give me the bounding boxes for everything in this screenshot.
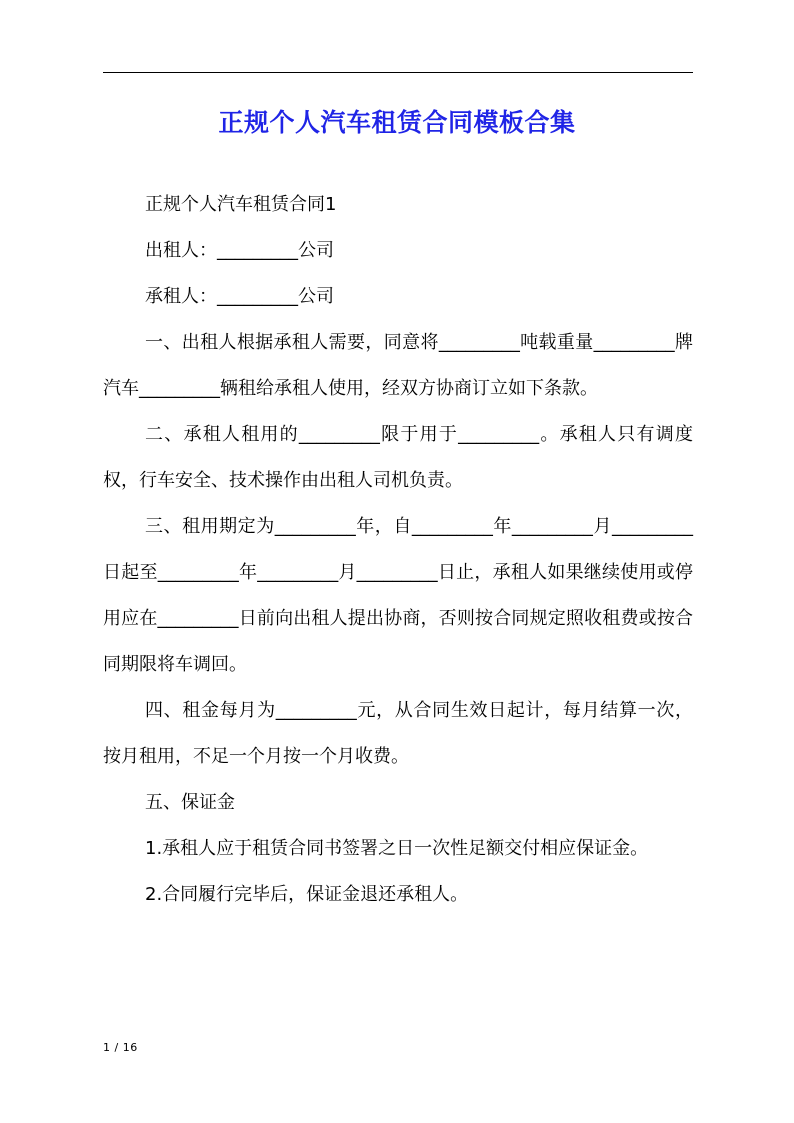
clause-5-heading: 五、保证金	[145, 792, 235, 813]
lessee-line: 承租人：_________公司	[145, 286, 334, 307]
page-number: 1 / 16	[103, 1041, 138, 1054]
clause-1: 一、出租人根据承租人需要，同意将_________吨载重量_________牌汽车_________辆租给承租人使用，经双方协商订立如下条款。	[103, 332, 693, 399]
document-body	[103, 182, 693, 918]
lessor-line: 出租人：_________公司	[145, 240, 334, 261]
clause-5-item-2: 2.合同履行完毕后，保证金退还承租人。	[145, 884, 469, 905]
contract-heading: 正规个人汽车租赁合同1	[145, 194, 337, 215]
document-title: 正规个人汽车租赁合同模板合集	[218, 108, 576, 137]
header-rule	[103, 72, 693, 73]
clause-3: 三、租用期定为_________年，自_________年_________月_________日起至_________年_________月_________日止，承租人如果继续使用或停用应在_________日前向出租人提出协商，否则按合同规定照收租费或按合同期限将车调回。	[103, 516, 693, 675]
clause-4: 四、租金每月为_________元，从合同生效日起计，每月结算一次，按月租用，不足一个月按一个月收费。	[103, 700, 693, 767]
clause-2: 二、承租人租用的_________限于用于_________。承租人只有调度权，行车安全、技术操作由出租人司机负责。	[103, 424, 693, 491]
clause-5-item-1: 1.承租人应于租赁合同书签署之日一次性足额交付相应保证金。	[145, 838, 649, 859]
